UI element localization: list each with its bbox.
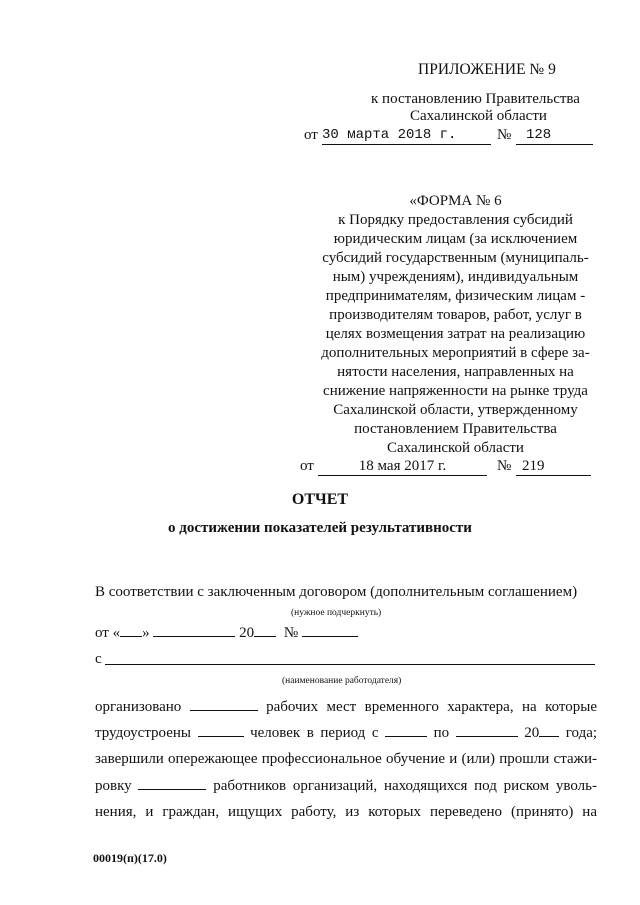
text-workers-at-risk: работников организаций, находящихся под риском уволь- bbox=[213, 778, 597, 794]
form-text-line: целях возмещения затрат на реализацию bbox=[325, 326, 586, 342]
footer-code: 00019(п)(17.0) bbox=[93, 851, 167, 865]
decree-number-label: № bbox=[497, 127, 512, 143]
number-sign: № bbox=[283, 625, 299, 641]
form-text-line: производителям товаров, работ, услуг в bbox=[329, 307, 582, 323]
appendix-title: ПРИЛОЖЕНИЕ № 9 bbox=[418, 61, 556, 78]
day-blank[interactable] bbox=[120, 624, 142, 637]
form-text-line: ным) учреждениям), индивидуальным bbox=[332, 269, 579, 285]
body-line-2 bbox=[95, 724, 597, 742]
contract-caption: (нужное подчеркнуть) bbox=[291, 608, 382, 618]
report-subtitle: о достижении показателей результативности bbox=[168, 520, 472, 536]
contract-date-row bbox=[95, 624, 358, 642]
jobs-count-blank[interactable] bbox=[190, 698, 258, 711]
text-year-word: года; bbox=[565, 725, 598, 741]
employed-count-blank[interactable] bbox=[198, 724, 244, 737]
year-prefix: 20 bbox=[239, 625, 255, 641]
text-period-to: по bbox=[433, 725, 450, 741]
text-internship: ровку bbox=[95, 778, 132, 794]
with-label: с bbox=[95, 651, 102, 667]
text-temporary-jobs: рабочих мест временного характера, на которые bbox=[266, 699, 597, 715]
form-text-line: дополнительных мероприятий в сфере за- bbox=[321, 345, 590, 361]
form-from-label: от bbox=[300, 458, 314, 474]
form-text-line: к Порядку предоставления субсидий bbox=[338, 212, 573, 228]
contract-line: В соответствии с заключенным договором (дополнительным соглашением) bbox=[95, 584, 578, 600]
body-line-4 bbox=[95, 777, 597, 795]
form-number: 219 bbox=[516, 458, 591, 476]
form-text-line: Сахалинской области bbox=[387, 440, 524, 456]
employer-name-blank[interactable] bbox=[105, 664, 595, 665]
decree-from-label: от bbox=[304, 127, 318, 143]
body-line-1 bbox=[95, 698, 597, 716]
form-title: «ФОРМА № 6 bbox=[409, 193, 502, 209]
text-organized: организовано bbox=[95, 699, 182, 715]
year-blank[interactable] bbox=[254, 624, 276, 637]
form-text-line: предпринимателям, физическим лицам - bbox=[325, 288, 586, 304]
workers-count-blank[interactable] bbox=[138, 777, 206, 790]
form-date: 18 мая 2017 г. bbox=[318, 458, 487, 476]
contract-number-blank[interactable] bbox=[302, 624, 358, 637]
form-text-line: нятости населения, направленных на bbox=[337, 364, 574, 380]
body-line-3: завершили опережающее профессиональное обучение и (или) прошли стажи- bbox=[95, 751, 597, 767]
form-text-line: снижение напряженности на рынке труда bbox=[323, 383, 588, 399]
employer-caption: (наименование работодателя) bbox=[282, 676, 402, 686]
form-text-line: постановлением Правительства bbox=[354, 421, 557, 437]
body-line-5: нения, и граждан, ищущих работу, из которых переведено (принято) на bbox=[95, 804, 597, 820]
decree-date: 30 марта 2018 г. bbox=[322, 127, 491, 145]
decree-number: 128 bbox=[516, 127, 593, 145]
month-blank[interactable] bbox=[153, 624, 235, 637]
period-from-blank[interactable] bbox=[385, 724, 427, 737]
decree-reference-line2: Сахалинской области bbox=[410, 108, 547, 124]
form-text-line: юридическим лицам (за исключением bbox=[333, 231, 578, 247]
from-prefix: от « bbox=[95, 625, 121, 641]
form-text-line: субсидий государственным (муниципаль- bbox=[322, 250, 589, 266]
text-year-prefix: 20 bbox=[524, 725, 540, 741]
text-employed: трудоустроены bbox=[95, 725, 191, 741]
decree-reference-line1: к постановлению Правительства bbox=[371, 91, 580, 107]
period-to-blank[interactable] bbox=[456, 724, 518, 737]
period-year-blank[interactable] bbox=[539, 724, 559, 737]
text-period-from: человек в период с bbox=[250, 725, 379, 741]
form-text-line: Сахалинской области, утвержденному bbox=[333, 402, 578, 418]
report-title: ОТЧЕТ bbox=[291, 491, 349, 508]
quote-close: » bbox=[142, 625, 150, 641]
form-number-label: № bbox=[497, 458, 512, 474]
